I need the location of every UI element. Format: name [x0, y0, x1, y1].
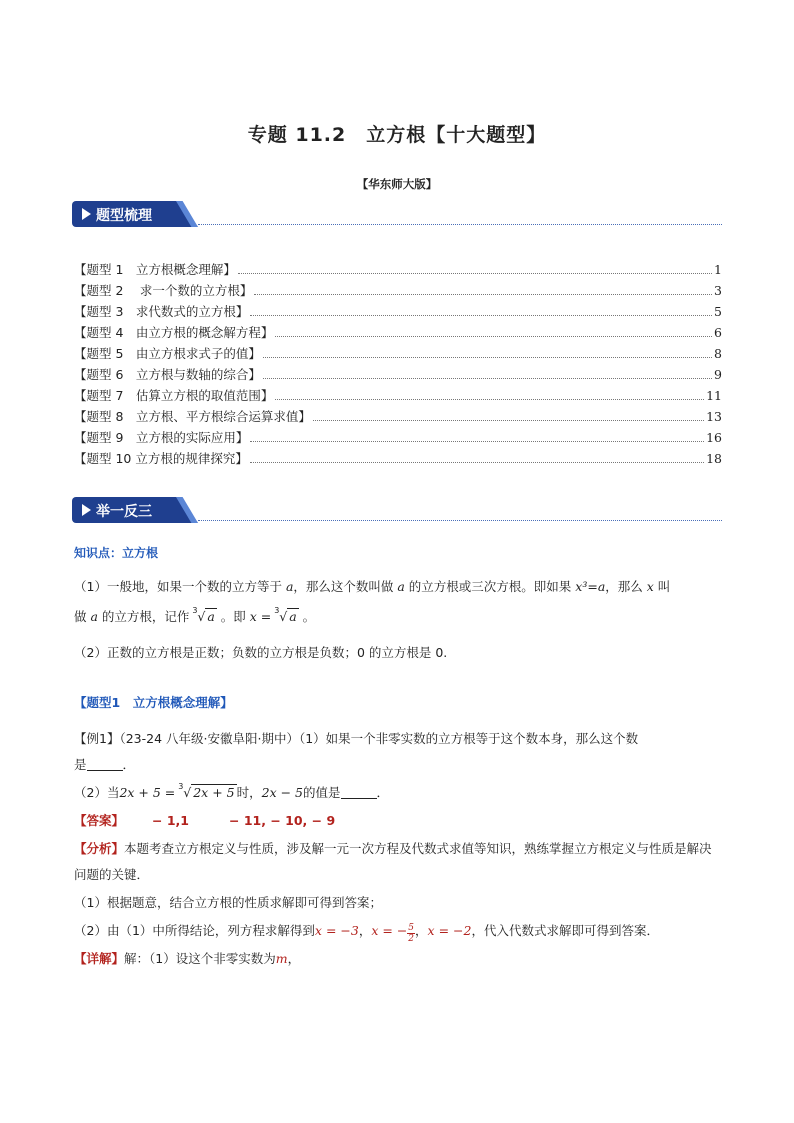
answer-blank	[341, 784, 377, 799]
answer-blank	[87, 756, 123, 771]
toc-item[interactable]: 【题型 2 求一个数的立方根】 3	[74, 283, 722, 298]
fraction: $\frac{5}{2}$	[408, 923, 415, 944]
detail-paragraph: 【详解】解：（1）设这个非零实数为m，	[74, 951, 301, 966]
toc-item[interactable]: 【题型 1 立方根概念理解】 1	[74, 262, 722, 277]
question-type-1	[74, 690, 722, 972]
toc-item[interactable]: 【题型 4 由立方根的概念解方程】 6	[74, 325, 722, 340]
toc-item[interactable]: 【题型 6 立方根与数轴的综合】 9	[74, 367, 722, 382]
toc-item[interactable]: 【题型 10 立方根的规律探究】 18	[74, 451, 722, 466]
analysis-point-1: （1）根据题意，结合立方根的性质求解即可得到答案；	[74, 895, 382, 910]
play-arrow-icon	[82, 208, 91, 220]
toc-item[interactable]: 【题型 9 立方根的实际应用】 16	[74, 430, 722, 445]
answer-1: − 1,1	[152, 813, 189, 828]
knowledge-paragraph-1-cont: 做 a 的立方根，记作 3 √ a 。即 x = 3 √ a 。	[74, 604, 722, 630]
cube-root-symbol: 3 √ 2x + 5	[178, 782, 235, 800]
analysis-paragraph: 【分析】本题考查立方根定义与性质，涉及解一元一次方程及代数式求值等知识，熟练掌握立方根定义与性质是解决问题的关键．	[74, 841, 712, 882]
table-of-contents	[74, 260, 722, 470]
toc-item[interactable]: 【题型 7 估算立方根的取值范围】 11	[74, 388, 722, 403]
knowledge-heading: 知识点：立方根	[74, 546, 159, 560]
toc-item[interactable]: 【题型 3 求代数式的立方根】 5	[74, 304, 722, 319]
knowledge-paragraph-2: （2）正数的立方根是正数；负数的立方根是负数；0 的立方根是 0.	[74, 645, 448, 660]
edition-label: 【华东师大版】	[356, 177, 438, 191]
page-title: 专题 11.2 立方根【十大题型】	[247, 124, 547, 146]
examples-banner	[72, 497, 722, 523]
cube-root-symbol: 3 √ a	[274, 606, 297, 624]
toc-item[interactable]: 【题型 8 立方根、平方根综合运算求值】 13	[74, 409, 722, 424]
example-1: 【例1】（23-24 八年级·安徽阜阳·期中）（1）如果一个非零实数的立方根等于这个数本身，那么这个数	[74, 731, 639, 746]
cube-root-symbol: 3 √ a	[192, 606, 215, 624]
examples-banner-label: 举一反三	[96, 504, 152, 520]
answer-2: − 11, − 10, − 9	[229, 813, 336, 828]
toc-item[interactable]: 【题型 5 由立方根求式子的值】 8	[74, 346, 722, 361]
toc-banner	[72, 201, 722, 227]
answer-line: 【答案】 − 1,1 − 11, − 10, − 9	[74, 813, 336, 828]
knowledge-section	[74, 540, 722, 666]
section-heading: 【题型1 立方根概念理解】	[74, 695, 233, 710]
play-arrow-icon	[82, 504, 91, 516]
dotted-divider	[198, 520, 722, 521]
analysis-point-2: （2）由（1）中所得结论，列方程求解得到x = −3，x = − $\frac{5}{2}$ ，x = −2，代入代数式求解即可得到答案．	[74, 923, 659, 944]
example-1-cont: 是 ．	[74, 757, 136, 772]
dotted-divider	[198, 224, 722, 225]
toc-banner-label: 题型梳理	[96, 208, 152, 224]
knowledge-paragraph-1: （1）一般地，如果一个数的立方等于 a，那么这个数叫做 a 的立方根或三次方根。即如果 x³=a，那么 x 叫	[74, 579, 671, 594]
example-1-part-2: （2）当2x + 5 = 3 √ 2x + 5 时，2x − 5的值是 ．	[74, 780, 722, 806]
